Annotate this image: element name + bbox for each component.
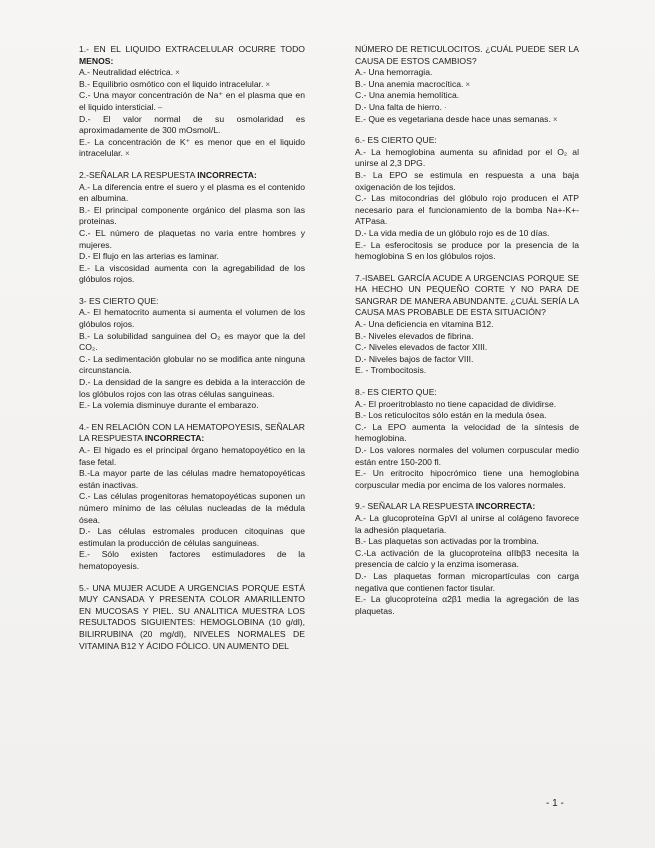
answer-option xyxy=(355,193,579,228)
answer-option-text: D.- Niveles bajos de factor VIII. xyxy=(355,353,474,364)
answer-option-text: E. - Trombocitosis. xyxy=(355,365,427,376)
answer-option xyxy=(79,491,305,526)
answer-option xyxy=(79,400,305,412)
question-stem-emphasis: INCORRECTA: xyxy=(197,169,257,180)
answer-option-text: A.- Una hemorragia. xyxy=(355,67,433,78)
answer-option-text: D.- Una falta de hierro. xyxy=(355,101,442,112)
answer-option xyxy=(355,548,579,571)
answer-option-text: A.- El higado es el principal órgano hematopoyético en la fase fetal. xyxy=(79,445,305,467)
answer-option xyxy=(355,354,579,366)
question xyxy=(355,387,579,491)
answer-option-text: B.- La solubilidad sanguinea del O₂ es mayor que la del CO₂. xyxy=(79,330,305,353)
answer-option-text: B.- Equilibrio osmótico con el liquido intracelular. xyxy=(79,78,264,89)
answer-option-text: C.-La activación de la glucoproteína αIIbβ3 necesita la presencia de calcio y la enzima isomerasa. xyxy=(355,547,579,570)
answer-option xyxy=(79,182,305,205)
question-stem-text: 7.-ISABEL GARCÍA ACUDE A URGENCIAS PORQUE SE HA HECHO UN PEQUEÑO CORTE Y NO PARA DE SANGRAR DE MANERA ABUNDANTE. ¿CUÁL SERÍA LA CAUSA MAS PROBABLE DE ESTA SITUACIÓN? xyxy=(355,272,579,318)
answer-option-text: B.- La EPO se estimula en respuesta a una baja oxigenación de los tejidos. xyxy=(355,169,579,192)
answer-option xyxy=(355,468,579,491)
answer-option xyxy=(79,137,305,160)
question xyxy=(355,273,579,377)
answer-option xyxy=(79,331,305,354)
answer-option xyxy=(355,571,579,594)
answer-option xyxy=(79,549,305,572)
question-stem xyxy=(79,44,305,67)
answer-option-text: D.- La vida media de un glóbulo rojo es de 10 días. xyxy=(355,227,550,238)
answer-option-text: A.- Neutralidad eléctrica. xyxy=(79,67,174,78)
answer-option-text: B.- Niveles elevados de fibrina. xyxy=(355,330,474,341)
question-stem-text: 5.- UNA MUJER ACUDE A URGENCIAS PORQUE ESTÁ MUY CANSADA Y PRESENTA COLOR AMARILLENTO EN MUCOSAS Y PIEL. SU ANALITICA MUESTRA LOS RESULTADOS SIGUIENTES: HEMOGLOBINA (10 g/dl), BILIRRUBINA (20 mg/dl), NIVELES NORMALES DE VITAMINA B12 Y ÁCIDO FÓLICO. UN AUMENTO DEL xyxy=(79,582,305,651)
answer-option xyxy=(355,365,579,377)
question xyxy=(79,583,305,653)
answer-option-text: E.- Sólo existen factores estimuladores de la hematopoyesis. xyxy=(79,549,305,571)
answer-option xyxy=(355,79,579,91)
handwritten-mark: · xyxy=(443,102,447,112)
answer-option-text: E.- La viscosidad aumenta con la agregabilidad de los glóbulos rojos. xyxy=(79,262,305,285)
answer-option xyxy=(355,170,579,193)
answer-option xyxy=(355,536,579,548)
question-stem-text: 3- ES CIERTO QUE: xyxy=(79,295,159,306)
answer-option-text: C.- Niveles elevados de factor XIII. xyxy=(355,342,488,353)
question-stem-emphasis: INCORRECTA: xyxy=(144,433,205,444)
answer-option xyxy=(355,90,579,102)
answer-option xyxy=(79,445,305,468)
handwritten-mark: × xyxy=(465,79,471,89)
question-stem xyxy=(355,135,579,147)
question-stem xyxy=(355,387,579,399)
question-stem xyxy=(79,422,305,445)
question-stem-text: 4.- EN RELACIÓN CON LA HEMATOPOYESIS, SEÑALAR LA RESPUESTA xyxy=(79,421,305,444)
answer-option-text: D.- El valor normal de su osmolaridad es aproximadamente de 300 mOsmol/L. xyxy=(79,113,305,136)
question-stem-text: 9.- SEÑALAR LA RESPUESTA xyxy=(355,501,474,512)
answer-option xyxy=(355,319,579,331)
question-stem-text: 1.- EN EL LIQUIDO EXTRACELULAR OCURRE TODO xyxy=(79,44,305,54)
question-stem-text: 2.-SEÑALAR LA RESPUESTA xyxy=(79,169,195,180)
answer-option-text: E.- La esferocitosis se produce por la presencia de la hemoglobina S en los glóbulos rojos. xyxy=(355,239,579,262)
answer-option-text: C.- Las mitocondrias del glóbulo rojo producen el ATP necesario para el funcionamiento de la bomba Na+-K+-ATPasa. xyxy=(355,193,579,227)
question xyxy=(355,135,579,263)
question-stem-emphasis: INCORRECTA: xyxy=(475,501,536,512)
answer-option xyxy=(355,342,579,354)
question-stem-text: 6.- ES CIERTO QUE: xyxy=(355,135,437,146)
answer-option-text: E.- La volemia disminuye durante el embarazo. xyxy=(79,400,259,411)
question xyxy=(79,422,305,573)
answer-option xyxy=(355,331,579,343)
question-stem xyxy=(79,583,305,653)
answer-option xyxy=(355,422,579,445)
answer-option xyxy=(79,468,305,491)
answer-option xyxy=(79,354,305,377)
answer-option xyxy=(355,399,579,411)
answer-option-text: C.- La EPO aumenta la velocidad de la síntesis de hemoglobina. xyxy=(355,421,579,444)
answer-option-text: A.- La diferencia entre el suero y el plasma es el contenido en albumina. xyxy=(79,181,305,204)
answer-option-text: C.- La sedimentación globular no se modifica ante ninguna circunstancia. xyxy=(79,353,305,376)
question-stem xyxy=(355,273,579,319)
answer-option-text: C.- Una mayor concentración de Na⁺ en el plasma que en el liquido intersticial. xyxy=(79,90,305,112)
question-stem-emphasis: MENOS: xyxy=(79,55,114,66)
answer-option-text: B.- Las plaquetas son activadas por la trombina. xyxy=(355,536,539,547)
answer-option-text: B.- Los reticulocitos sólo están en la medula ósea. xyxy=(355,410,547,421)
answer-option-text: C.- Las células progenitoras hematopoyéticas suponen un número mínimo de las células nucleadas de la médula ósea. xyxy=(79,491,305,525)
answer-option xyxy=(355,67,579,79)
answer-option-text: C.- Una anemia hemolítica. xyxy=(355,90,460,101)
question-stem xyxy=(355,501,579,513)
answer-option xyxy=(355,594,579,617)
answer-option xyxy=(355,228,579,240)
question xyxy=(79,170,305,286)
answer-option-text: D.- Los valores normales del volumen corpuscular medio están entre 150-200 fl. xyxy=(355,445,579,467)
answer-option xyxy=(355,410,579,422)
question xyxy=(79,44,305,160)
right-column xyxy=(355,44,579,627)
answer-option xyxy=(79,114,305,137)
question xyxy=(355,501,579,617)
handwritten-mark: × xyxy=(265,79,271,89)
answer-option xyxy=(79,205,305,228)
answer-option-text: D.- Las plaquetas forman micropartículas con carga negativa que contienen factor tisular. xyxy=(355,570,579,593)
question-stem xyxy=(79,170,305,182)
answer-option-text: A.- El hematocrito aumenta si aumenta el volumen de los glóbulos rojos. xyxy=(79,307,305,330)
question xyxy=(355,44,579,125)
answer-option xyxy=(355,147,579,170)
answer-option xyxy=(79,263,305,286)
answer-option xyxy=(355,240,579,263)
answer-option xyxy=(355,114,579,126)
handwritten-mark: – xyxy=(157,102,163,112)
question-stem-text: NÚMERO DE RETICULOCITOS. ¿CUÁL PUEDE SER LA CAUSA DE ESTOS CAMBIOS? xyxy=(355,44,579,66)
answer-option xyxy=(79,79,305,91)
handwritten-mark: × xyxy=(124,149,130,159)
answer-option-text: C.- EL número de plaquetas no varia entre hombres y mujeres. xyxy=(79,227,305,250)
answer-option-text: B.- Una anemia macrocítica. xyxy=(355,78,464,89)
answer-option-text: D.- Las células estromales producen citoquinas que estimulan la producción de células sanguineas. xyxy=(79,526,305,548)
answer-option xyxy=(355,102,579,114)
answer-option xyxy=(355,445,579,468)
question-stem xyxy=(79,296,305,308)
question-stem-text: 8.- ES CIERTO QUE: xyxy=(355,387,437,398)
answer-option-text: B.-La mayor parte de las células madre hematopoyéticas están inactivas. xyxy=(79,468,305,490)
answer-option-text: D.- La densidad de la sangre es debida a la interacción de los glóbulos rojos con las otras células sanguineas. xyxy=(79,377,305,399)
answer-option-text: A.- La glucoproteína GpVI al unirse al colágeno favorece la adhesión plaquetaria. xyxy=(355,512,579,535)
answer-option xyxy=(79,228,305,251)
answer-option-text: D.- El flujo en las arterias es laminar. xyxy=(79,251,219,262)
answer-option-text: E.- Que es vegetariana desde hace unas semanas. xyxy=(355,113,551,124)
left-column xyxy=(79,44,305,662)
answer-option xyxy=(79,251,305,263)
answer-option xyxy=(79,377,305,400)
answer-option-text: E.- Un eritrocito hipocrómico tiene una hemoglobina corpuscular media por encima de los valores normales. xyxy=(355,468,579,490)
handwritten-mark: × xyxy=(552,114,558,124)
page-number: - 1 - xyxy=(546,798,564,809)
answer-option-text: A.- La hemoglobina aumenta su afinidad por el O₂ al unirse al 2,3 DPG. xyxy=(355,146,579,169)
answer-option-text: A.- Una deficiencia en vitamina B12. xyxy=(355,319,494,330)
answer-option-text: E.- La concentración de K⁺ es menor que en el liquido intracelular. xyxy=(79,136,305,159)
answer-option-text: E.- La glucoproteína α2β1 media la agregación de las plaquetas. xyxy=(355,594,579,616)
answer-option-text: B.- El principal componente orgánico del plasma son las proteinas. xyxy=(79,204,305,227)
question xyxy=(79,296,305,412)
answer-option-text: A.- El proeritroblasto no tiene capacidad de dividirse. xyxy=(355,398,557,409)
question-stem xyxy=(355,44,579,67)
answer-option xyxy=(79,526,305,549)
answer-option xyxy=(79,67,305,79)
answer-option xyxy=(79,307,305,330)
handwritten-mark: × xyxy=(175,68,180,78)
answer-option xyxy=(79,90,305,113)
answer-option xyxy=(355,513,579,536)
